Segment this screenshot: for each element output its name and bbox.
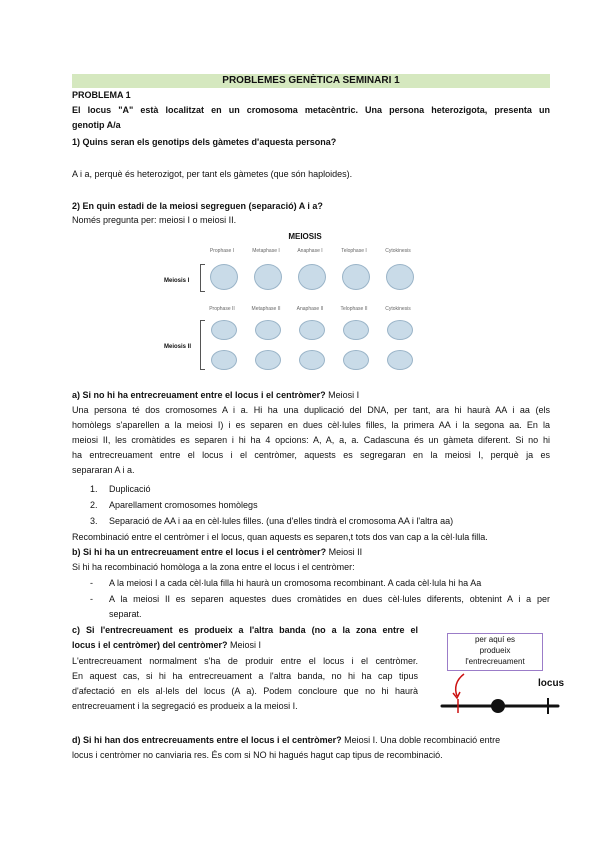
phase-label: Telophase II bbox=[340, 306, 368, 312]
bullet-mark: - bbox=[90, 594, 93, 604]
cell-prophase-2a bbox=[211, 320, 237, 340]
phase-label: Prophase I bbox=[209, 248, 235, 254]
question-a-answer: Meiosi I bbox=[325, 390, 360, 400]
question-d bbox=[72, 733, 500, 748]
cell-cytokinesis-2a bbox=[387, 320, 413, 340]
cell-metaphase-2a bbox=[255, 320, 281, 340]
question-b-answer: Meiosi II bbox=[326, 547, 363, 557]
cell-anaphase-2a bbox=[299, 320, 325, 340]
cell-telophase-2b bbox=[343, 350, 369, 370]
question-2: 2) En quin estadi de la meiosi segreguen (separació) A i a? bbox=[72, 201, 323, 211]
callout-line: produeix bbox=[479, 646, 511, 655]
intro-line-2: genotip A/a bbox=[72, 120, 121, 130]
phase-label: Cytokinesis bbox=[385, 248, 411, 254]
centromere-icon bbox=[491, 699, 505, 713]
list-item: Aparellament cromosomes homòlegs bbox=[109, 500, 258, 510]
meiosis-figure bbox=[160, 232, 450, 380]
recombination-note: Recombinació entre el centròmer i el locus, quan aquests es separen,t tots dos van cap a la cèl·lula filla. bbox=[72, 532, 488, 542]
locus-label: locus bbox=[538, 678, 565, 689]
question-c-answer: Meiosi I bbox=[227, 640, 262, 650]
question-a bbox=[72, 388, 359, 403]
bullet-item-cont: separat. bbox=[109, 609, 142, 619]
cell-cytokinesis-2b bbox=[387, 350, 413, 370]
paragraph-b: Si hi ha recombinació homòloga a la zona entre el locus i el centròmer: bbox=[72, 562, 355, 572]
answer-1: A i a, perquè és heterozigot, per tant els gàmetes (que són haploides). bbox=[72, 169, 353, 179]
question-c-line-1: c) Si l'entrecreuament es produeix a l'altra banda (no a la zona entre el bbox=[72, 625, 418, 635]
list-item: Separació de AA i aa en cèl·lules filles. (una d'elles tindrà el cromosoma AA i l'altra aa) bbox=[109, 516, 454, 526]
paragraph-c-line: d'afectació en els al·lels del locus (A a). Podem concloure que no hi haurà bbox=[72, 686, 418, 696]
question-b-text: b) Si hi ha un entrecreuament entre el locus i el centròmer? bbox=[72, 547, 327, 557]
phase-label: Metaphase II bbox=[251, 306, 281, 312]
paragraph-a-line: meiosi II, les cromàtides es separen i hi ha 4 opcions: A, A, a, a. Cadascuna és un gàmeta diferent. Si no hi bbox=[72, 435, 550, 445]
row-label-meiosis-1: Meiosis I bbox=[164, 278, 190, 284]
list-number: 2. bbox=[90, 500, 98, 510]
paragraph-a-line: homòlegs s'aparellen a la meiosi I) i es separen en dues cèl·lules filles, la primera AA i la segona aa. En la bbox=[72, 420, 550, 430]
phase-label: Anaphase II bbox=[296, 306, 324, 312]
paragraph-c-line: entrecreuament i la segregació es produeix a la meiosi I. bbox=[72, 701, 298, 711]
row-label-meiosis-2: Meiosis II bbox=[164, 344, 192, 350]
paragraph-a-line: Una persona té dos cromosomes A i a. Hi ha una duplicació del DNA, per tant, ara hi haurà AA i aa (els bbox=[72, 405, 550, 415]
callout-line: per aquí es bbox=[474, 635, 516, 644]
phase-label: Prophase II bbox=[209, 306, 235, 312]
paragraph-c-line: En aquest cas, si hi ha entrecreuament a l'altra banda, no hi ha cap tipus bbox=[72, 671, 418, 681]
cell-anaphase-1 bbox=[298, 264, 326, 290]
paragraph-a-line: separaran A i a. bbox=[72, 465, 135, 475]
cell-anaphase-2b bbox=[299, 350, 325, 370]
cell-prophase-1 bbox=[210, 264, 238, 290]
list-number: 1. bbox=[90, 484, 98, 494]
question-c-text: locus i el centròmer) del centròmer? bbox=[72, 640, 228, 650]
bullet-mark: - bbox=[90, 578, 93, 588]
bullet-item: A la meiosi II es separen aquestes dues cromàtides en dues cèl·lules diferents, obtenint A i a per bbox=[109, 594, 550, 604]
callout-line: l'entrecreuament bbox=[465, 657, 525, 666]
question-1: 1) Quins seran els genotips dels gàmetes d'aquesta persona? bbox=[72, 137, 337, 147]
list-item: Duplicació bbox=[109, 484, 151, 494]
cell-cytokinesis-1 bbox=[386, 264, 414, 290]
page-title: PROBLEMES GENÈTICA SEMINARI 1 bbox=[72, 74, 550, 88]
phase-label: Cytokinesis bbox=[385, 306, 411, 312]
chromosome-diagram bbox=[440, 668, 560, 716]
cell-telophase-2a bbox=[343, 320, 369, 340]
question-a-text: a) Si no hi ha entrecreuament entre el locus i el centròmer? bbox=[72, 390, 326, 400]
question-d-answer: Meiosi I. Una doble recombinació entre bbox=[341, 735, 501, 745]
problem-label: PROBLEMA 1 bbox=[72, 90, 131, 100]
phase-label: Anaphase I bbox=[297, 248, 323, 254]
intro-line-1: El locus "A" està localitzat en un cromosoma metacèntric. Una persona heterozigota, presenta un bbox=[72, 105, 550, 115]
cell-telophase-1 bbox=[342, 264, 370, 290]
question-2-note: Només pregunta per: meiosi I o meiosi II. bbox=[72, 215, 237, 225]
question-c bbox=[72, 638, 261, 653]
question-d-text: d) Si hi han dos entrecreuaments entre el locus i el centròmer? bbox=[72, 735, 342, 745]
phase-label: Metaphase I bbox=[252, 248, 280, 254]
figure-title: MEIOSIS bbox=[288, 232, 322, 241]
cell-metaphase-2b bbox=[255, 350, 281, 370]
paragraph-c-line: L'entrecreuament normalment s'ha de produir entre el locus i el centròmer. bbox=[72, 656, 418, 666]
bullet-item: A la meiosi I a cada cèl·lula filla hi haurà un cromosoma recombinant. A cada cèl·lula hi ha Aa bbox=[109, 578, 482, 588]
bracket-meiosis-1 bbox=[200, 264, 205, 292]
paragraph-a-line: ha entrecreuament entre el locus i el centròmer, aquests es segregaran en la meiosi I, perquè ja es bbox=[72, 450, 550, 460]
paragraph-d: locus i centròmer no canviaria res. És com si NO hi hagués hagut cap tipus de recombinació. bbox=[72, 750, 443, 760]
phase-label: Telophase I bbox=[341, 248, 367, 254]
crossover-callout bbox=[447, 633, 543, 671]
cell-prophase-2b bbox=[211, 350, 237, 370]
bracket-meiosis-2 bbox=[200, 320, 205, 370]
list-number: 3. bbox=[90, 516, 98, 526]
cell-metaphase-1 bbox=[254, 264, 282, 290]
question-b bbox=[72, 545, 362, 560]
